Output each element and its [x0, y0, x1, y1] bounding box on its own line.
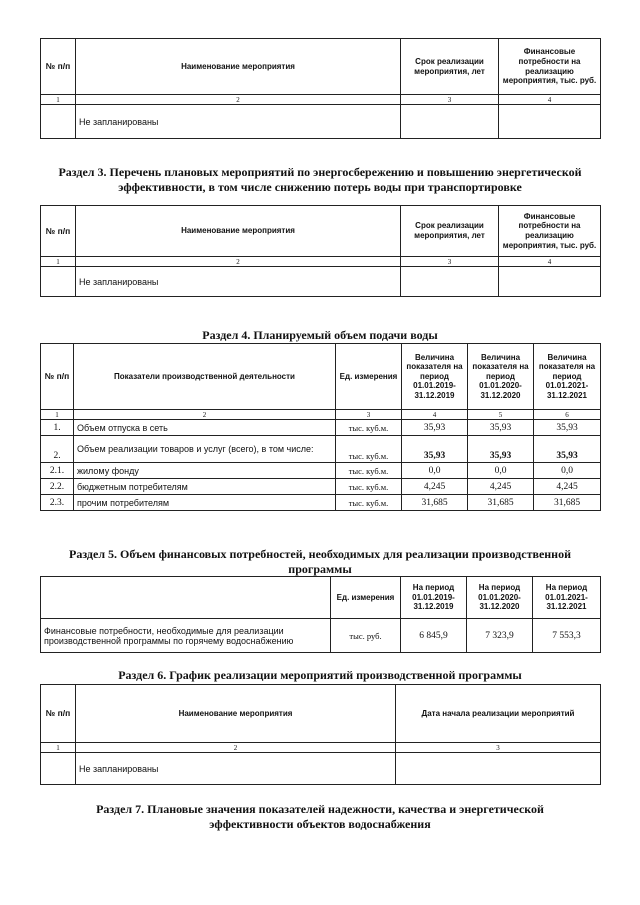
header-measure-name: Наименование мероприятия — [76, 685, 396, 743]
row-value-2019: 0,0 — [402, 463, 468, 479]
header-period-2020: На период 01.01.2020-31.12.2020 — [467, 577, 533, 619]
header-period-2019: Величина показателя на период 01.01.2019-31.12.2019 — [402, 344, 468, 410]
row-name: Объем отпуска в сеть — [74, 420, 336, 436]
empty-cell — [396, 753, 601, 785]
header-financial-needs: Финансовые потребности на реализацию мероприятия, тыс. руб. — [499, 206, 601, 257]
row-value-2021: 35,93 — [534, 420, 601, 436]
row-unit: тыс. куб.м. — [336, 479, 402, 495]
row-value-2020: 35,93 — [468, 420, 534, 436]
row-name: жилому фонду — [74, 463, 336, 479]
empty-cell — [401, 105, 499, 139]
col-number: 2 — [74, 410, 336, 420]
row-value-2020: 0,0 — [468, 463, 534, 479]
row-number: 1. — [41, 420, 74, 436]
section3-title: Раздел 3. Перечень плановых мероприятий по энергосбережению и повышению энергетической эффективности, в том числе снижению потерь воды при транспортировке — [58, 165, 582, 194]
header-number: № п/п — [41, 344, 74, 410]
row-name: прочим потребителям — [74, 495, 336, 511]
section6-title: Раздел 6. График реализации мероприятий производственной программы — [118, 668, 522, 682]
table-row — [41, 436, 601, 463]
section6-table — [40, 684, 601, 785]
section4-table — [40, 343, 601, 511]
section7-title: Раздел 7. Плановые значения показателей надежности, качества и энергетической эффективности объектов водоснабжения — [96, 802, 544, 831]
table-row — [41, 463, 601, 479]
header-financial-needs: Финансовые потребности на реализацию мероприятия, тыс. руб. — [499, 39, 601, 95]
row-value-2020: 4,245 — [468, 479, 534, 495]
not-planned-text: Не запланированы — [76, 105, 401, 139]
col-number: 3 — [401, 95, 499, 105]
col-number: 3 — [401, 257, 499, 267]
table-row — [41, 479, 601, 495]
col-number: 1 — [41, 95, 76, 105]
row-value-2021: 4,245 — [534, 479, 601, 495]
col-number: 5 — [468, 410, 534, 420]
header-number: № п/п — [41, 39, 76, 95]
header-number: № п/п — [41, 206, 76, 257]
empty-cell — [401, 267, 499, 297]
header-number: № п/п — [41, 685, 76, 743]
empty-cell — [41, 267, 76, 297]
col-number: 6 — [534, 410, 601, 420]
header-period-2019: На период 01.01.2019-31.12.2019 — [401, 577, 467, 619]
row-value-2019: 35,93 — [402, 420, 468, 436]
header-period-2021: На период 01.01.2021-31.12.2021 — [533, 577, 601, 619]
section3-table — [40, 205, 601, 297]
empty-cell — [499, 267, 601, 297]
row-value-2020: 31,685 — [468, 495, 534, 511]
empty-cell — [41, 105, 76, 139]
header-measure-name: Наименование мероприятия — [76, 39, 401, 95]
header-blank — [41, 577, 331, 619]
row-unit: тыс. куб.м. — [336, 463, 402, 479]
header-term: Срок реализации мероприятия, лет — [401, 39, 499, 95]
row-value-2021: 0,0 — [534, 463, 601, 479]
header-indicators: Показатели производственной деятельности — [74, 344, 336, 410]
not-planned-text: Не запланированы — [76, 753, 396, 785]
row-value-2019: 6 845,9 — [401, 619, 467, 653]
section4-title: Раздел 4. Планируемый объем подачи воды — [202, 328, 438, 342]
header-unit: Ед. измерения — [331, 577, 401, 619]
empty-cell — [41, 753, 76, 785]
table-row — [41, 495, 601, 511]
row-name: Финансовые потребности, необходимые для реализации производственной программы по горячему водоснабжению — [41, 619, 331, 653]
header-measure-name: Наименование мероприятия — [76, 206, 401, 257]
col-number: 4 — [499, 257, 601, 267]
section5-title: Раздел 5. Объем финансовых потребностей, необходимых для реализации производственной программы — [68, 547, 572, 576]
row-number: 2.2. — [41, 479, 74, 495]
row-unit: тыс. куб.м. — [336, 420, 402, 436]
measures-table-top — [40, 38, 601, 139]
col-number: 3 — [396, 743, 601, 753]
row-name: бюджетным потребителям — [74, 479, 336, 495]
header-period-2020: Величина показателя на период 01.01.2020-31.12.2020 — [468, 344, 534, 410]
row-value-2020: 7 323,9 — [467, 619, 533, 653]
row-value-2019: 35,93 — [402, 436, 468, 463]
row-number: 2.3. — [41, 495, 74, 511]
row-name: Объем реализации товаров и услуг (всего), в том числе: — [74, 436, 336, 463]
header-period-2021: Величина показателя на период 01.01.2021-31.12.2021 — [534, 344, 601, 410]
col-number: 2 — [76, 743, 396, 753]
header-start-date: Дата начала реализации мероприятий — [396, 685, 601, 743]
row-number: 2.1. — [41, 463, 74, 479]
row-unit: тыс. куб.м. — [336, 495, 402, 511]
table-row — [41, 420, 601, 436]
row-value-2021: 31,685 — [534, 495, 601, 511]
col-number: 1 — [41, 257, 76, 267]
col-number: 1 — [41, 743, 76, 753]
row-value-2019: 4,245 — [402, 479, 468, 495]
row-number: 2. — [41, 436, 74, 463]
col-number: 4 — [402, 410, 468, 420]
row-unit: тыс. куб.м. — [336, 436, 402, 463]
col-number: 4 — [499, 95, 601, 105]
header-term: Срок реализации мероприятия, лет — [401, 206, 499, 257]
row-value-2019: 31,685 — [402, 495, 468, 511]
col-number: 2 — [76, 95, 401, 105]
empty-cell — [499, 105, 601, 139]
row-value-2020: 35,93 — [468, 436, 534, 463]
row-value-2021: 35,93 — [534, 436, 601, 463]
col-number: 2 — [76, 257, 401, 267]
header-unit: Ед. измерения — [336, 344, 402, 410]
section5-table — [40, 576, 601, 653]
table-row — [41, 619, 601, 653]
col-number: 1 — [41, 410, 74, 420]
row-unit: тыс. руб. — [331, 619, 401, 653]
not-planned-text: Не запланированы — [76, 267, 401, 297]
row-value-2021: 7 553,3 — [533, 619, 601, 653]
col-number: 3 — [336, 410, 402, 420]
